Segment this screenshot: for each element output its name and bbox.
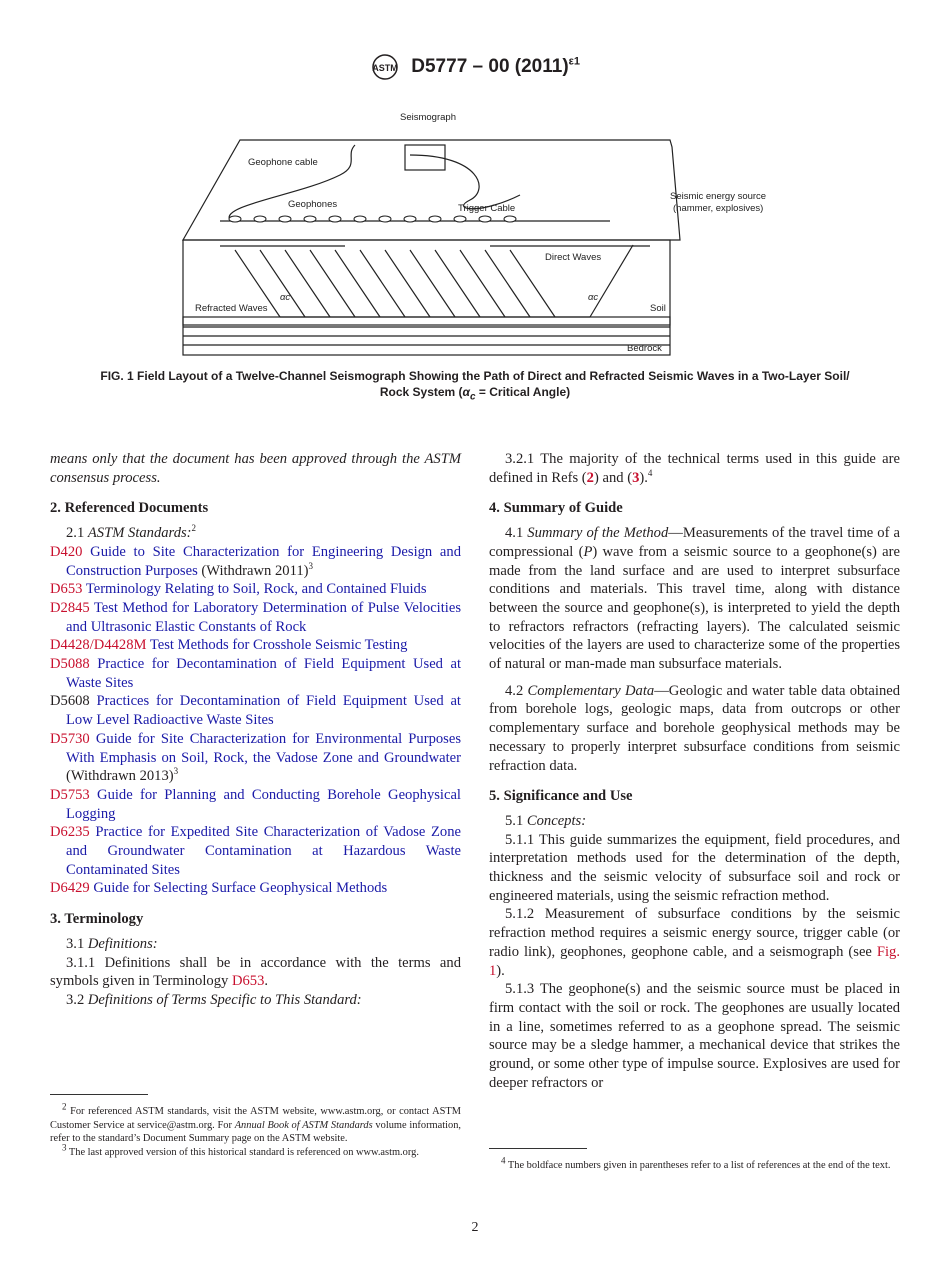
reference-title-link[interactable]: Practice for Decontamination of Field Equipment Used at Waste Sites [66,656,461,691]
reference-code-link[interactable]: D4428/D4428M [50,637,147,654]
section-3-2: 3.2 Definitions of Terms Specific to This Standard: [66,991,362,1008]
reference-code-link[interactable]: D6429 [50,880,90,897]
reference-title-link[interactable]: Practice for Expedited Site Characterization of Vadose Zone and Groundwater Contamination at Hazardous Waste Contaminated Sites [66,824,462,878]
footnote-4: $^4$ The boldface numbers given in parentheses refer to a list of references at the end of the text. [501,1155,891,1171]
ref-link-2[interactable]: 2 [586,469,594,486]
figure-field-layout [180,95,780,360]
page-header [0,52,950,82]
reference-item [50,730,461,786]
reference-footnote-mark: 3 [173,766,179,777]
label-bedrock: Bedrock [627,343,662,354]
link-fig-1[interactable]: Fig. 1 [489,943,900,979]
section-3-heading: 3. Terminology [50,911,144,928]
section-4-1: 4.1 Summary of the Method—Measurements of the travel time of a compressional (P) wave from a seismic source to a geophone(s) are made from the land surface and are used to interpret subsurface conditions and materials. This travel time, along with distance between the source and geophone(s), is interpreted to yield the depth to refractors refractors (refracting layers). The calculated seismic velocities of the layers are used to characterize some of the properties of natural or man-made man subsurface materials. [489,525,900,673]
figure-caption [60,368,890,405]
page-number: 2 [471,1220,479,1235]
section-5-1-1: 5.1.1 This guide summarizes the equipment, field procedures, and interpretation methods used for the determination of the depth, thickness and the seismic velocity of subsurface soil and rock or engineered materials, using the seismic refraction method. [489,831,900,904]
section-4-2: 4.2 Complementary Data—Geologic and water table data obtained from borehole logs, geologic maps, data from outcrops or other complementary surface and borehole geophysical methods may be necessary to properly interpret subsurface conditions from seismic refraction data. [489,682,901,774]
astm-logo-icon [370,52,400,82]
caption-line-1: FIG. 1 Field Layout of a Twelve-Channel Seismograph Showing the Path of Direct and Refracted Seismic Waves in a Two-Layer Soil/ [100,369,850,383]
footnote-rule [50,1094,148,1095]
section-5-1: 5.1 Concepts: [505,812,587,829]
designation-superscript: ε1 [568,55,581,68]
label-geophones: Geophones [288,199,338,210]
reference-item [50,692,461,729]
intro-paragraph: means only that the document has been approved through the ASTM consensus process. [50,451,461,486]
reference-item [50,636,461,655]
label-source-1: Seismic energy source [670,191,767,202]
footnote-3: $^3$ The last approved version of this historical standard is referenced on www.astm.org. [62,1142,419,1158]
reference-note: (Withdrawn 2011) [197,562,309,579]
reference-item [50,580,461,599]
reference-title-link[interactable]: Practices for Decontamination of Field Equipment Used at Low Level Radioactive Waste Sites [66,693,461,729]
label-seismograph: Seismograph [400,112,456,123]
section-2-heading: 2. Referenced Documents [50,500,209,517]
reference-footnote-mark: 3 [308,560,313,571]
section-5-heading: 5. Significance and Use [489,788,633,805]
reference-title-link[interactable]: Test Methods for Crosshole Seismic Testing [149,637,408,654]
label-refracted-waves: Refracted Waves [195,303,268,314]
reference-item [50,879,461,898]
label-geophone-cable: Geophone cable [248,157,318,168]
reference-list [50,543,461,898]
label-alpha-right: αc [588,292,599,303]
trigger-cable [410,155,520,209]
svg-text:ASTM: ASTM [372,63,398,73]
section-4-heading: 4. Summary of Guide [489,500,623,517]
section-3-1: 3.1 Definitions: [66,935,158,952]
section-5-1-2: 5.1.2 Measurement of subsurface conditions by the seismic refraction method requires a seismic energy source, trigger cable (or radio link), geophones, geophone cable, and a seismograph (see Fig. 1). [489,906,900,979]
caption-line-2: Rock System ($\alpha_c$ = Critical Angle) [379,385,571,403]
section-2-1: 2.1 ASTM Standards:$^2$ [66,523,197,542]
right-footnotes [489,1148,900,1173]
reference-item [50,599,461,636]
footnote-rule [489,1148,587,1149]
reference-code-link[interactable]: D653 [50,581,83,598]
label-alpha-left: αc [280,292,291,303]
section-5-1-3: 5.1.3 The geophone(s) and the seismic source must be placed in firm contact with the soil or rock. The geophones are usually located in a line, sometimes referred to as a geophone spread. The seismic source may be a sledge hammer, a mechanical device that strikes the ground, or some other type of impulse source. Explosives are used for deeper refractors or [489,981,900,1091]
left-column [50,450,461,1010]
label-direct-waves: Direct Waves [545,252,602,263]
reference-title-link[interactable]: Test Method for Laboratory Determination of Pulse Velocities and Ultrasonic Elastic Constants of Rock [66,599,461,635]
reference-item [50,543,461,580]
reference-title-link[interactable]: Guide for Planning and Conducting Borehole Geophysical Logging [66,786,461,822]
reference-code-link[interactable]: D5088 [50,656,90,673]
reference-code-link[interactable]: D5608 [50,693,90,710]
reference-code-link[interactable]: D420 [50,543,83,560]
left-footnotes [50,1094,461,1159]
reference-code-link[interactable]: D6235 [50,824,90,841]
reference-note: (Withdrawn 2013) [66,768,174,785]
reference-item [50,823,461,879]
reference-code-link[interactable]: D2845 [50,599,90,616]
reference-title-link[interactable]: Guide for Site Characterization for Environmental Purposes With Emphasis on Soil, Rock, the Vadose Zone and Groundwater [66,730,462,766]
label-trigger-cable: Trigger Cable [458,203,516,214]
refracted-wave-rays [235,250,590,317]
reference-title-link[interactable]: Guide for Selecting Surface Geophysical Methods [93,880,388,897]
label-soil: Soil [650,303,666,314]
section-3-1-1: 3.1.1 Definitions shall be in accordance with the terms and symbols given in Terminology D653. [50,954,461,990]
ground-surface [183,140,680,240]
footnote-2: $^2$ For referenced ASTM standards, visit the ASTM website, www.astm.org, or contact ASTM Customer Service at service@astm.org. For Annual Book of ASTM Standards volume information, refer to the standard’s Document Summary page on the ASTM website. [50,1101,461,1144]
reference-item [50,786,461,823]
reference-code-link[interactable]: D5730 [50,730,90,747]
reference-code-link[interactable]: D5753 [50,786,90,803]
link-d653[interactable]: D653 [231,973,265,990]
reference-title-link[interactable]: Terminology Relating to Soil, Rock, and Contained Fluids [85,581,427,598]
reference-item [50,655,461,692]
right-column [489,450,900,1093]
designation: D5777 – 00 (2011) [411,56,569,78]
section-3-2-1: 3.2.1 The majority of the technical terms used in this guide are defined in Refs (2) and (3).$^4$ [489,451,900,486]
ref-link-3[interactable]: 3 [632,469,640,486]
label-source-2: (hammer, explosives) [673,203,764,214]
reference-title-link[interactable]: Guide to Site Characterization for Engineering Design and Construction Purposes [66,543,461,579]
